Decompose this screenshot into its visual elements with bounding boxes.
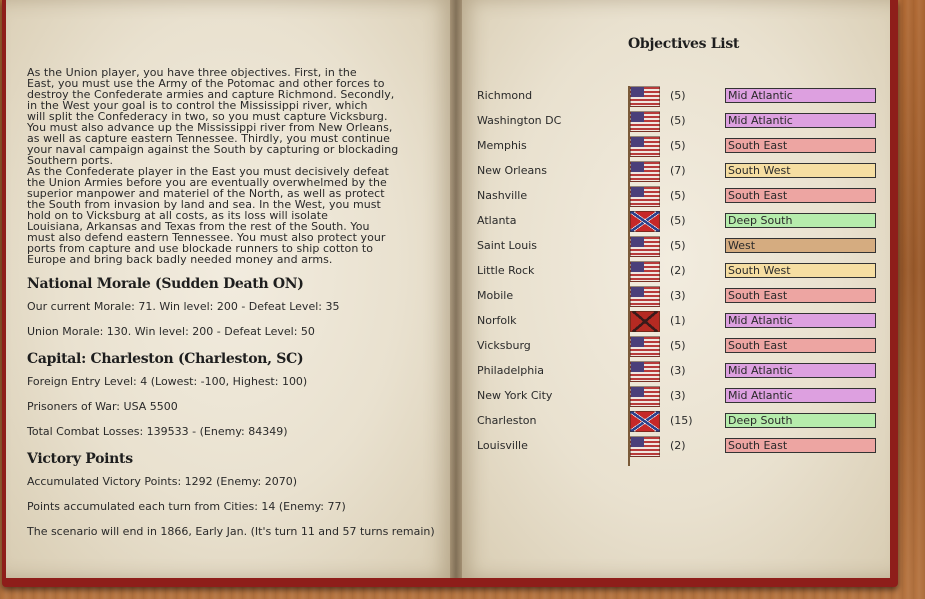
- usa-flag-icon: [630, 236, 660, 257]
- our-morale-text: Our current Morale: 71. Win level: 200 - Defeat Level: 35: [27, 300, 340, 313]
- prisoners-of-war-text: Prisoners of War: USA 5500: [27, 400, 178, 413]
- objective-points: (15): [670, 414, 693, 427]
- usa-flag-icon: [630, 161, 660, 182]
- usa-flag-icon: [630, 286, 660, 307]
- right-page: [456, 0, 890, 578]
- intro-line: the South from invasion by land and sea. In the West, you must: [27, 198, 381, 211]
- objective-points: (2): [670, 264, 686, 277]
- objective-city: Memphis: [477, 139, 527, 152]
- objective-points: (5): [670, 139, 686, 152]
- capital-header: Capital: Charleston (Charleston, SC): [27, 351, 304, 367]
- intro-line: your naval campaign against the South by capturing or blockading: [27, 143, 399, 156]
- usa-flag-icon: [630, 86, 660, 107]
- objective-region: South East: [725, 338, 876, 353]
- objective-points: (5): [670, 114, 686, 127]
- objective-city: Saint Louis: [477, 239, 537, 252]
- intro-line: superior manpower and materiel of the North, as well as protect: [27, 187, 385, 200]
- book-spine: [450, 0, 462, 578]
- intro-line: in the West your goal is to control the Mississippi river, which: [27, 99, 368, 112]
- intro-line: Europe and bring back badly needed money and arms.: [27, 253, 333, 266]
- objective-points: (5): [670, 189, 686, 202]
- objective-points: (1): [670, 314, 686, 327]
- objective-row: [456, 136, 890, 158]
- objective-city: Little Rock: [477, 264, 535, 277]
- objective-row: [456, 286, 890, 308]
- objective-city: Mobile: [477, 289, 514, 302]
- scenario-end-text: The scenario will end in 1866, Early Jan. (It's turn 11 and 57 turns remain): [27, 525, 435, 538]
- objective-region: South East: [725, 138, 876, 153]
- vp-per-turn-text: Points accumulated each turn from Cities: 14 (Enemy: 77): [27, 500, 346, 513]
- left-page: [6, 0, 456, 578]
- objective-city: Philadelphia: [477, 364, 545, 377]
- objective-row: [456, 436, 890, 458]
- objective-row: [456, 261, 890, 283]
- objective-row: [456, 386, 890, 408]
- objective-points: (3): [670, 389, 686, 402]
- objective-row: [456, 336, 890, 358]
- objective-points: (7): [670, 164, 686, 177]
- intro-line: destroy the Confederate armies and capture Richmond. Secondly,: [27, 88, 395, 101]
- objective-row: [456, 411, 890, 433]
- objective-points: (3): [670, 364, 686, 377]
- intro-line: ports from capture and use blockade runners to ship cotton to: [27, 242, 374, 255]
- intro-line: must also defend eastern Tennessee. You must also protect your: [27, 231, 386, 244]
- objective-region: South East: [725, 438, 876, 453]
- intro-line: As the Union player, you have three objectives. First, in the: [27, 66, 357, 79]
- usa-flag-icon: [630, 261, 660, 282]
- objective-region: Deep South: [725, 413, 876, 428]
- objective-city: Louisville: [477, 439, 528, 452]
- objectives-description: [27, 67, 437, 265]
- intro-line: hold on to Vicksburg at all costs, as its loss will isolate: [27, 209, 328, 222]
- objective-city: Atlanta: [477, 214, 517, 227]
- objective-city: New York City: [477, 389, 553, 402]
- objective-points: (5): [670, 239, 686, 252]
- objective-row: [456, 236, 890, 258]
- objective-region: West: [725, 238, 876, 253]
- objective-region: South East: [725, 288, 876, 303]
- objective-city: New Orleans: [477, 164, 547, 177]
- csa-flag-icon: [630, 211, 660, 232]
- objective-row: [456, 211, 890, 233]
- intro-line: Southern ports.: [27, 154, 114, 167]
- csa-flag-icon: [630, 411, 660, 432]
- intro-line: will split the Confederacy in two, so you must capture Vicksburg.: [27, 110, 388, 123]
- usa-flag-icon: [630, 186, 660, 207]
- objective-city: Washington DC: [477, 114, 562, 127]
- objective-region: South West: [725, 263, 876, 278]
- objective-city: Vicksburg: [477, 339, 531, 352]
- objective-region: Mid Atlantic: [725, 88, 876, 103]
- objective-row: [456, 86, 890, 108]
- objective-region: South West: [725, 163, 876, 178]
- objective-row: [456, 361, 890, 383]
- intro-line: As the Confederate player in the East you must decisively defeat: [27, 165, 389, 178]
- objective-city: Richmond: [477, 89, 533, 102]
- national-morale-header: National Morale (Sudden Death ON): [27, 276, 304, 292]
- objectives-list-title: Objectives List: [628, 36, 740, 52]
- victory-points-header: Victory Points: [27, 451, 133, 467]
- objective-row: [456, 311, 890, 333]
- union-morale-text: Union Morale: 130. Win level: 200 - Defeat Level: 50: [27, 325, 315, 338]
- objective-points: (5): [670, 214, 686, 227]
- objective-region: Mid Atlantic: [725, 313, 876, 328]
- intro-line: You must also advance up the Mississippi river from New Orleans,: [27, 121, 393, 134]
- objective-region: Deep South: [725, 213, 876, 228]
- usa-flag-icon: [630, 111, 660, 132]
- objective-city: Nashville: [477, 189, 528, 202]
- intro-line: as well as capture eastern Tennessee. Thirdly, you must continue: [27, 132, 390, 145]
- objective-row: [456, 161, 890, 183]
- usa-flag-icon: [630, 361, 660, 382]
- intro-line: East, you must use the Army of the Potomac and other forces to: [27, 77, 385, 90]
- objective-row: [456, 186, 890, 208]
- state-flag-icon: [630, 311, 660, 332]
- objective-region: Mid Atlantic: [725, 363, 876, 378]
- objective-points: (5): [670, 89, 686, 102]
- objective-row: [456, 111, 890, 133]
- intro-line: the Union Armies before you are eventually overwhelmed by the: [27, 176, 387, 189]
- objective-points: (3): [670, 289, 686, 302]
- objective-region: Mid Atlantic: [725, 388, 876, 403]
- foreign-entry-text: Foreign Entry Level: 4 (Lowest: -100, Highest: 100): [27, 375, 308, 388]
- objective-region: South East: [725, 188, 876, 203]
- objective-city: Norfolk: [477, 314, 517, 327]
- usa-flag-icon: [630, 436, 660, 457]
- usa-flag-icon: [630, 386, 660, 407]
- objective-points: (5): [670, 339, 686, 352]
- usa-flag-icon: [630, 136, 660, 157]
- combat-losses-text: Total Combat Losses: 139533 - (Enemy: 84349): [27, 425, 288, 438]
- usa-flag-icon: [630, 336, 660, 357]
- accumulated-vp-text: Accumulated Victory Points: 1292 (Enemy: 2070): [27, 475, 298, 488]
- objective-points: (2): [670, 439, 686, 452]
- objective-region: Mid Atlantic: [725, 113, 876, 128]
- objective-city: Charleston: [477, 414, 537, 427]
- intro-line: Louisiana, Arkansas and Texas from the rest of the South. You: [27, 220, 370, 233]
